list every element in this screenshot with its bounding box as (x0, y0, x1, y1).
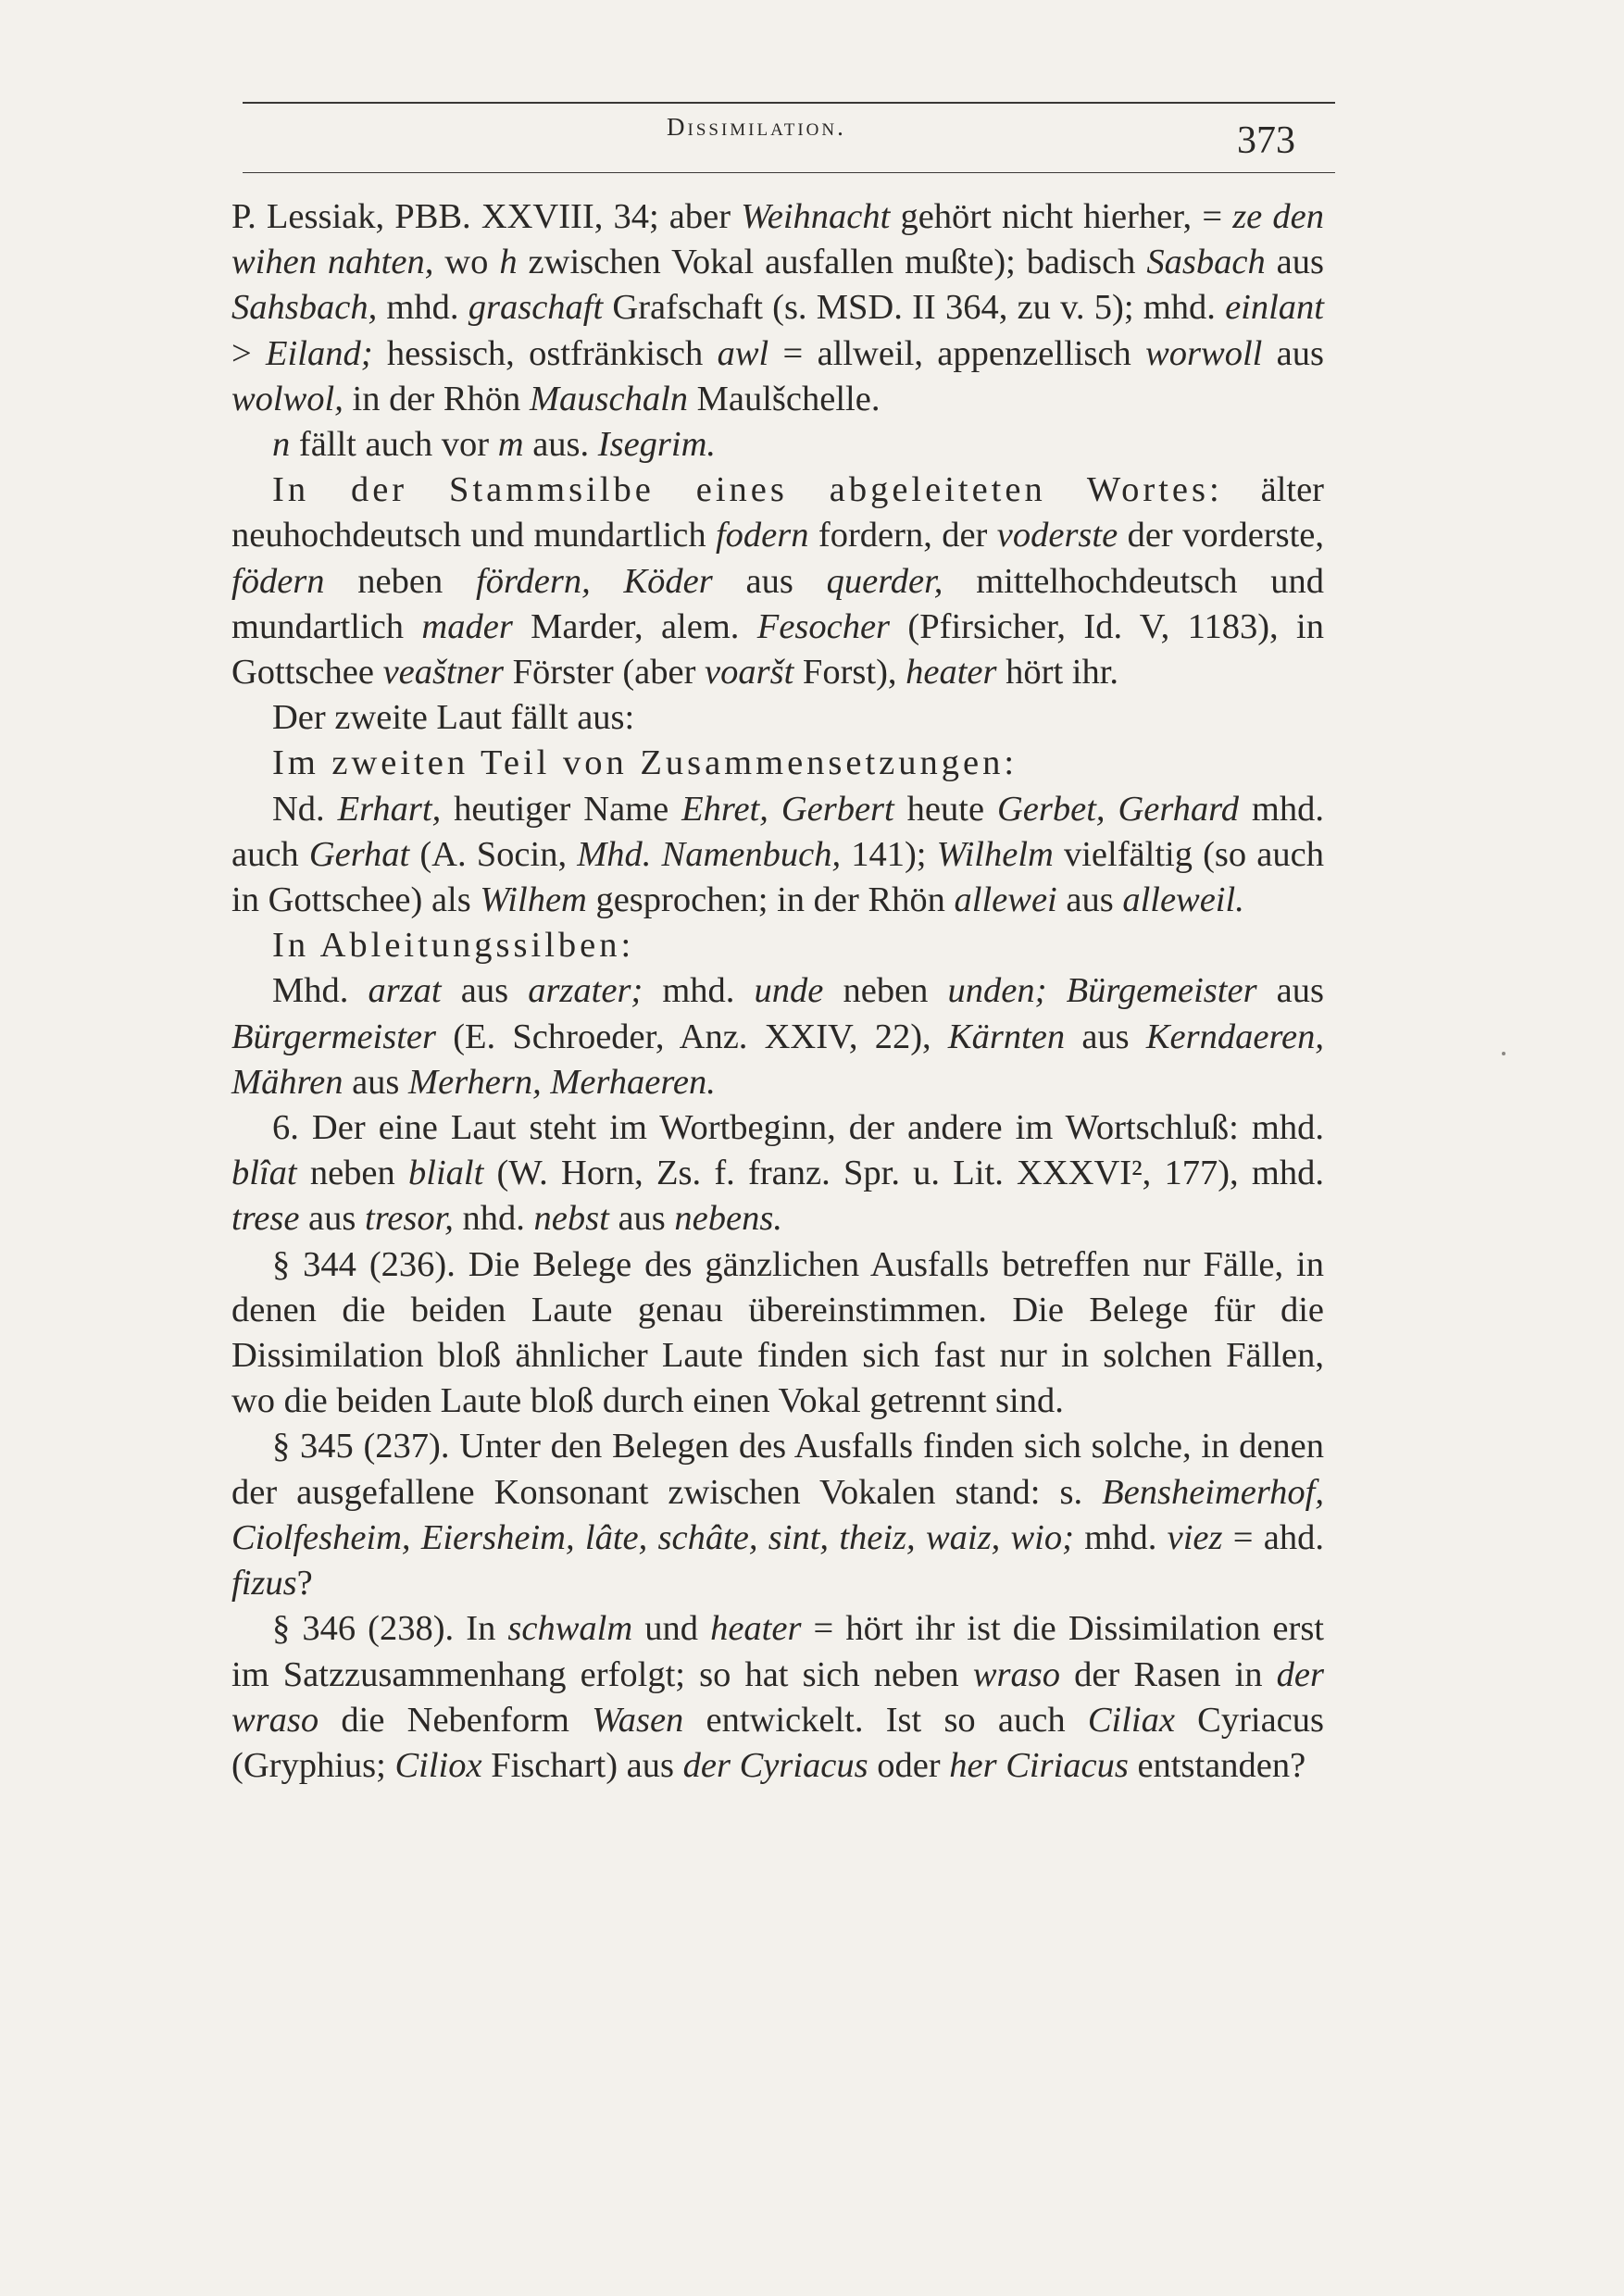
italic-term: Sasbach (1146, 243, 1266, 282)
italic-term: fördern, Köder (476, 561, 713, 601)
text-run: Marder, alem. (512, 606, 757, 646)
italic-term: nebst (533, 1199, 609, 1239)
text-run: (W. Horn, Zs. f. franz. Spr. u. Lit. XXXVI², 177), mhd. (483, 1154, 1324, 1193)
paragraph (231, 468, 1324, 695)
italic-term: heater (906, 653, 997, 693)
italic-term: trese (231, 1199, 300, 1239)
italic-term: voderste (996, 516, 1118, 555)
paragraph (231, 194, 1324, 422)
italic-term: blîat (231, 1154, 297, 1193)
italic-term: einlant (1225, 288, 1325, 328)
italic-term: fizus (231, 1564, 297, 1603)
text-run: = allweil, appenzellisch (768, 333, 1146, 373)
paragraph (231, 787, 1324, 924)
text-run: = hört ihr ist die Dissimilation erst im Satzzusammenhang erfolgt; so hat sich neben (231, 1609, 1325, 1694)
italic-term: viez (1167, 1517, 1223, 1557)
spaced-heading: In Ableitungssilben: (272, 926, 635, 966)
italic-term: allewei (954, 880, 1057, 920)
italic-term: Kärnten (947, 1017, 1066, 1056)
italic-term: Weihnacht (741, 197, 891, 236)
text-run: und (632, 1609, 711, 1649)
text-run: fordern, der (808, 516, 997, 555)
italic-term: wolwol, (231, 379, 344, 418)
text-run: 141); (841, 834, 937, 874)
text-run: vielfältig (so auch in Gottschee) als (231, 834, 1324, 920)
body-text (231, 194, 1324, 1789)
italic-term: ze den wihen nahten, (231, 197, 1324, 282)
text-run: neben (823, 971, 948, 1011)
paragraph (231, 1242, 1324, 1425)
italic-term: födern (231, 561, 325, 601)
italic-term: Ciliox (394, 1745, 482, 1785)
italic-term: Bensheimerhof, Ciolfesheim, Eiersheim, lâte, schâte, sint, theiz, waiz, wio; (231, 1472, 1324, 1557)
text-run: mhd. (377, 288, 468, 328)
running-header: Dissimilation. (667, 113, 846, 141)
text-run: oder (868, 1745, 950, 1785)
text-run: mhd. (1073, 1517, 1168, 1557)
italic-term: Mhd. Namenbuch, (577, 834, 842, 874)
text-run: in der Rhön (343, 379, 530, 418)
italic-term: Gerbet, Gerhard (996, 789, 1239, 829)
text-run: Nd. (272, 789, 338, 829)
italic-term: alleweil. (1122, 880, 1244, 920)
italic-term: Ehret, Gerbert (681, 789, 894, 829)
text-run: zwischen Vokal ausfallen mußte); badisch (517, 243, 1147, 282)
text-run: aus (1056, 880, 1123, 920)
italic-term: veaštner (382, 653, 505, 693)
italic-term: Bürgermeister (231, 1017, 436, 1056)
text-run: gehört nicht hierher, = (890, 197, 1233, 236)
italic-term: der Cyriacus (682, 1745, 868, 1785)
text-run: aus (712, 561, 827, 601)
text-run: aus (343, 1062, 409, 1102)
italic-term: nebens. (674, 1199, 782, 1239)
italic-term: m (497, 425, 524, 465)
text-run: wo (433, 243, 500, 282)
text-run: Grafschaft (s. MSD. II 364, zu v. 5); mhd. (603, 288, 1226, 328)
text-run: § 346 (238). In (272, 1609, 508, 1649)
text-run: aus. (523, 425, 598, 465)
text-run: neben (296, 1154, 408, 1193)
italic-term: worwoll (1145, 333, 1263, 373)
paper-speck (1502, 1052, 1505, 1055)
text-run: fällt auch vor (290, 425, 498, 465)
italic-term: her Ciriacus (949, 1745, 1129, 1785)
text-run: (Pfirsicher, Id. V, 1183), in Gottschee (231, 606, 1324, 693)
paragraph (231, 695, 1324, 741)
text-run: mhd. (643, 971, 755, 1011)
text-run: Forst), (793, 653, 906, 693)
italic-term: Eiland; (266, 333, 373, 373)
text-run: aus (1265, 243, 1325, 282)
italic-term: wraso (972, 1654, 1060, 1694)
italic-term: querder, (826, 561, 943, 601)
italic-term: Kerndaeren, Mähren (231, 1017, 1324, 1102)
text-run: aus (1262, 333, 1324, 373)
text-run: (E. Schroeder, Anz. XXIV, 22), (435, 1017, 948, 1056)
text-run: hört ihr. (996, 653, 1119, 693)
italic-term: Wilhelm (936, 834, 1054, 874)
text-run: = ahd. (1222, 1517, 1324, 1557)
italic-term: h (499, 243, 518, 282)
italic-term: der wraso (231, 1654, 1324, 1740)
text-run: hessisch, ostfränkisch (372, 333, 718, 373)
paragraph (231, 968, 1324, 1105)
text-run: § 344 (236). Die Belege des gänzlichen Ausfalls betreffen nur Fälle, in denen die beiden Laute genau übereinstimmen. Die Belege für die Dissimilation bloß ähnlicher Laute finden sich fast nur in solchen Fällen, wo die beiden Laute bloß durch einen Vokal getrennt sind. (231, 1244, 1324, 1421)
text-run: aus (299, 1199, 365, 1239)
text-run: die Nebenform (319, 1700, 593, 1740)
text-run: entwickelt. Ist so auch (683, 1700, 1088, 1740)
italic-term: heater (710, 1609, 802, 1649)
text-run: heute (893, 789, 997, 829)
italic-term: Merhern, Merhaeren. (408, 1062, 716, 1102)
paragraph (231, 741, 1324, 786)
text-run: heutiger Name (441, 789, 682, 829)
italic-term: Ciliax (1087, 1700, 1175, 1740)
italic-term: voaršt (705, 653, 794, 693)
text-run: Maulšchelle. (688, 379, 881, 418)
text-run: aus (1256, 971, 1324, 1011)
spaced-heading: In der Stammsilbe eines abgeleiteten Wortes: (272, 470, 1223, 510)
italic-term: Gerhat (308, 834, 410, 874)
paragraph (231, 1105, 1324, 1242)
italic-term: Wilhem (480, 880, 587, 920)
italic-term: blialt (408, 1154, 484, 1193)
italic-term: mader (421, 606, 513, 646)
paragraph (231, 1424, 1324, 1606)
italic-term: unden; Bürgemeister (947, 971, 1257, 1011)
italic-term: Fesocher (756, 606, 891, 646)
text-run: § 345 (237). Unter den Belegen des Ausfalls finden sich solche, in denen der ausgefallene Konsonant zwischen Vokalen stand: s. (231, 1427, 1324, 1512)
italic-term: Erhart, (337, 789, 442, 829)
italic-term: fodern (715, 516, 809, 555)
italic-term: Wasen (592, 1700, 684, 1740)
text-run: aus (608, 1199, 675, 1239)
italic-term: tresor, (365, 1199, 454, 1239)
italic-term: n (272, 425, 291, 465)
italic-term: Mauschaln (529, 379, 689, 418)
header-rule-top (243, 102, 1335, 104)
page-number: 373 (1237, 119, 1295, 162)
text-run: Cyriacus (Gryphius; (231, 1700, 1325, 1785)
text-run: entstanden? (1128, 1745, 1306, 1785)
italic-term: schwalm (507, 1609, 633, 1649)
text-run: aus (441, 971, 529, 1011)
italic-term: arzat (368, 971, 442, 1011)
text-run: > (231, 333, 267, 373)
header-rule-bottom (243, 172, 1335, 173)
text-run: der vorderste, (1118, 516, 1325, 555)
text-run: Fischart) aus (481, 1745, 683, 1785)
text-run: Förster (aber (504, 653, 706, 693)
paragraph (231, 1606, 1324, 1789)
text-run: Der zweite Laut fällt aus: (272, 698, 635, 738)
text-run: neben (324, 561, 477, 601)
text-run: mhd. auch (231, 789, 1324, 874)
text-run: mittelhochdeutsch und mundartlich (231, 561, 1324, 646)
text-run: der Rasen in (1059, 1654, 1277, 1694)
text-run: älter neuhochdeutsch und mundartlich (231, 470, 1324, 555)
italic-term: awl (717, 333, 769, 373)
text-run: (A. Socin, (409, 834, 578, 874)
text-run: nhd. (453, 1199, 534, 1239)
paragraph (231, 923, 1324, 968)
text-run: 6. Der eine Laut steht im Wortbeginn, der andere im Wortschluß: mhd. (272, 1108, 1324, 1148)
italic-term: graschaft (468, 288, 604, 328)
italic-term: arzater; (528, 971, 643, 1011)
italic-term: Sahsbach, (231, 288, 378, 328)
text-run: aus (1065, 1017, 1146, 1056)
paragraph (231, 422, 1324, 468)
text-run: ? (296, 1564, 313, 1603)
italic-term: Isegrim. (597, 425, 717, 465)
text-run: Mhd. (272, 971, 369, 1011)
text-run: P. Lessiak, PBB. XXVIII, 34; aber (231, 197, 742, 236)
spaced-heading: Im zweiten Teil von Zusammensetzungen: (272, 743, 1018, 783)
italic-term: unde (754, 971, 824, 1011)
text-run: gesprochen; in der Rhön (586, 880, 955, 920)
